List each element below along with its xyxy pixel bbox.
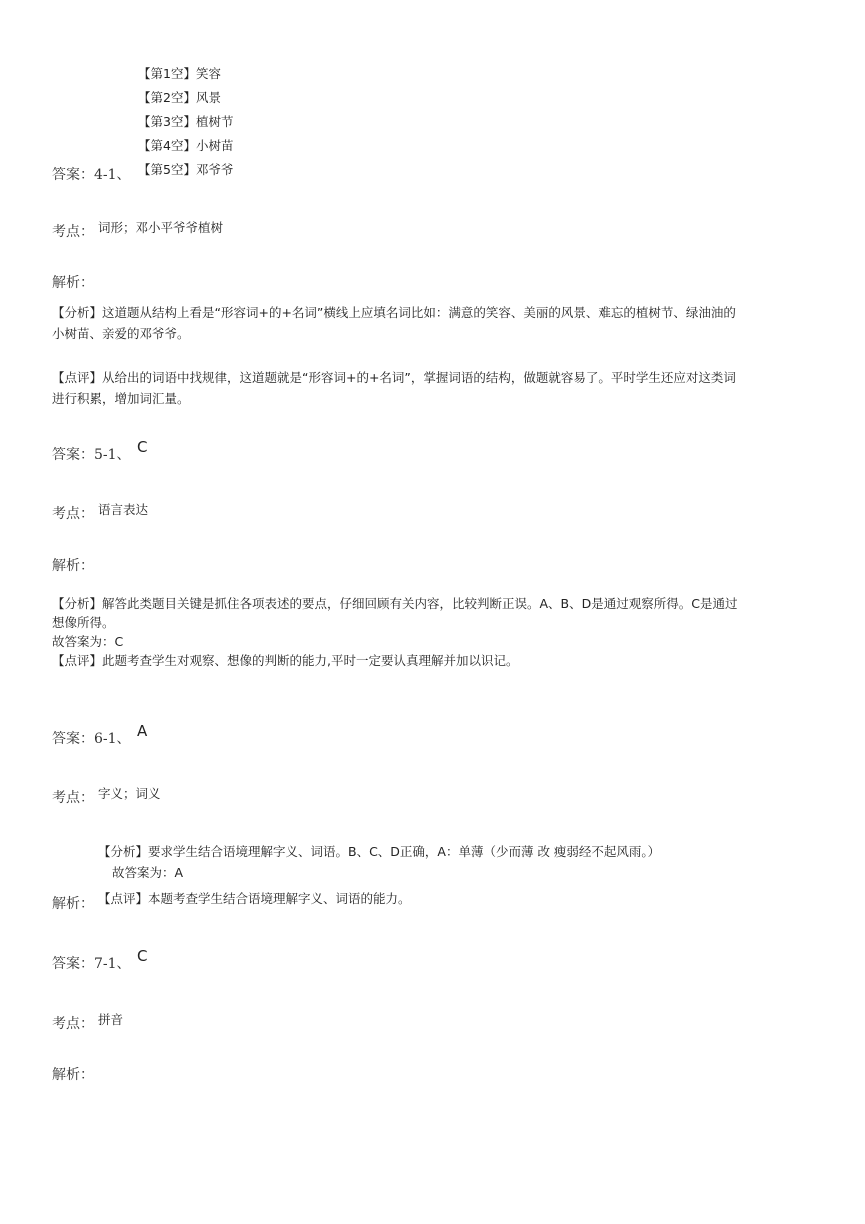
q4-answer-label: 答案：4-1、 — [52, 167, 131, 183]
blank-2: 【第2空】风景 — [138, 90, 221, 105]
q6-answer-label: 答案：6-1、 — [52, 731, 131, 747]
q4-blanks — [138, 62, 233, 182]
q4-kaodian-label: 考点： — [52, 224, 94, 240]
q6-kaodian-value: 字义；词义 — [98, 786, 161, 801]
q4-dianping — [52, 367, 822, 409]
q4-kaodian-value: 词形；邓小平爷爷植树 — [98, 220, 224, 235]
q5-fenxi-line2: 想像所得。 — [52, 615, 115, 630]
q5-answer-label: 答案：5-1、 — [52, 447, 131, 463]
q6-fenxi: 【分析】要求学生结合语境理解字义、词语。B、C、D正确，A：单薄（少而薄 改 瘦弱经不起风雨。） — [98, 844, 661, 859]
q4-fenxi — [52, 302, 822, 344]
q7-answer-value: C — [137, 947, 148, 965]
q4-dianping-line2: 进行积累，增加词汇量。 — [52, 391, 190, 406]
q6-dianping: 【点评】本题考查学生结合语境理解字义、词语的能力。 — [98, 891, 411, 906]
q5-fenxi-line1: 【分析】解答此类题目关键是抓住各项表述的要点，仔细回顾有关内容，比较判断正误。A、B、D是通过观察所得。C是通过 — [52, 596, 738, 611]
q5-jiexi-label: 解析： — [52, 558, 94, 574]
q7-kaodian-label: 考点： — [52, 1016, 94, 1032]
q5-kaodian-label: 考点： — [52, 506, 94, 522]
q6-guda: 故答案为：A — [112, 865, 184, 880]
blank-4: 【第4空】小树苗 — [138, 138, 234, 153]
blank-3: 【第3空】植树节 — [138, 114, 234, 129]
q7-answer-label: 答案：7-1、 — [52, 956, 131, 972]
q6-body — [98, 841, 660, 883]
q6-jiexi-label: 解析： — [52, 896, 94, 912]
q4-fenxi-line1: 【分析】这道题从结构上看是“形容词+的+名词”横线上应填名词比如：满意的笑容、美丽的风景、难忘的植树节、绿油油的 — [52, 305, 736, 320]
q7-kaodian-value: 拼音 — [98, 1012, 124, 1027]
q4-fenxi-line2: 小树苗、亲爱的邓爷爷。 — [52, 326, 190, 341]
q5-body — [52, 594, 822, 670]
q4-dianping-line1: 【点评】从给出的词语中找规律，这道题就是“形容词+的+名词”，掌握词语的结构，做题就容易了。平时学生还应对这类词 — [52, 370, 736, 385]
q5-kaodian-value: 语言表达 — [98, 502, 149, 517]
q5-answer-value: C — [137, 438, 148, 456]
q4-jiexi-label: 解析： — [52, 275, 94, 291]
q6-kaodian-label: 考点： — [52, 790, 94, 806]
q5-dianping: 【点评】此题考查学生对观察、想像的判断的能力,平时一定要认真理解并加以识记。 — [52, 653, 519, 668]
blank-1: 【第1空】笑容 — [138, 66, 221, 81]
q7-jiexi-label: 解析： — [52, 1067, 94, 1083]
q5-guda: 故答案为：C — [52, 634, 124, 649]
q6-answer-value: A — [137, 722, 148, 740]
blank-5: 【第5空】邓爷爷 — [138, 162, 234, 177]
